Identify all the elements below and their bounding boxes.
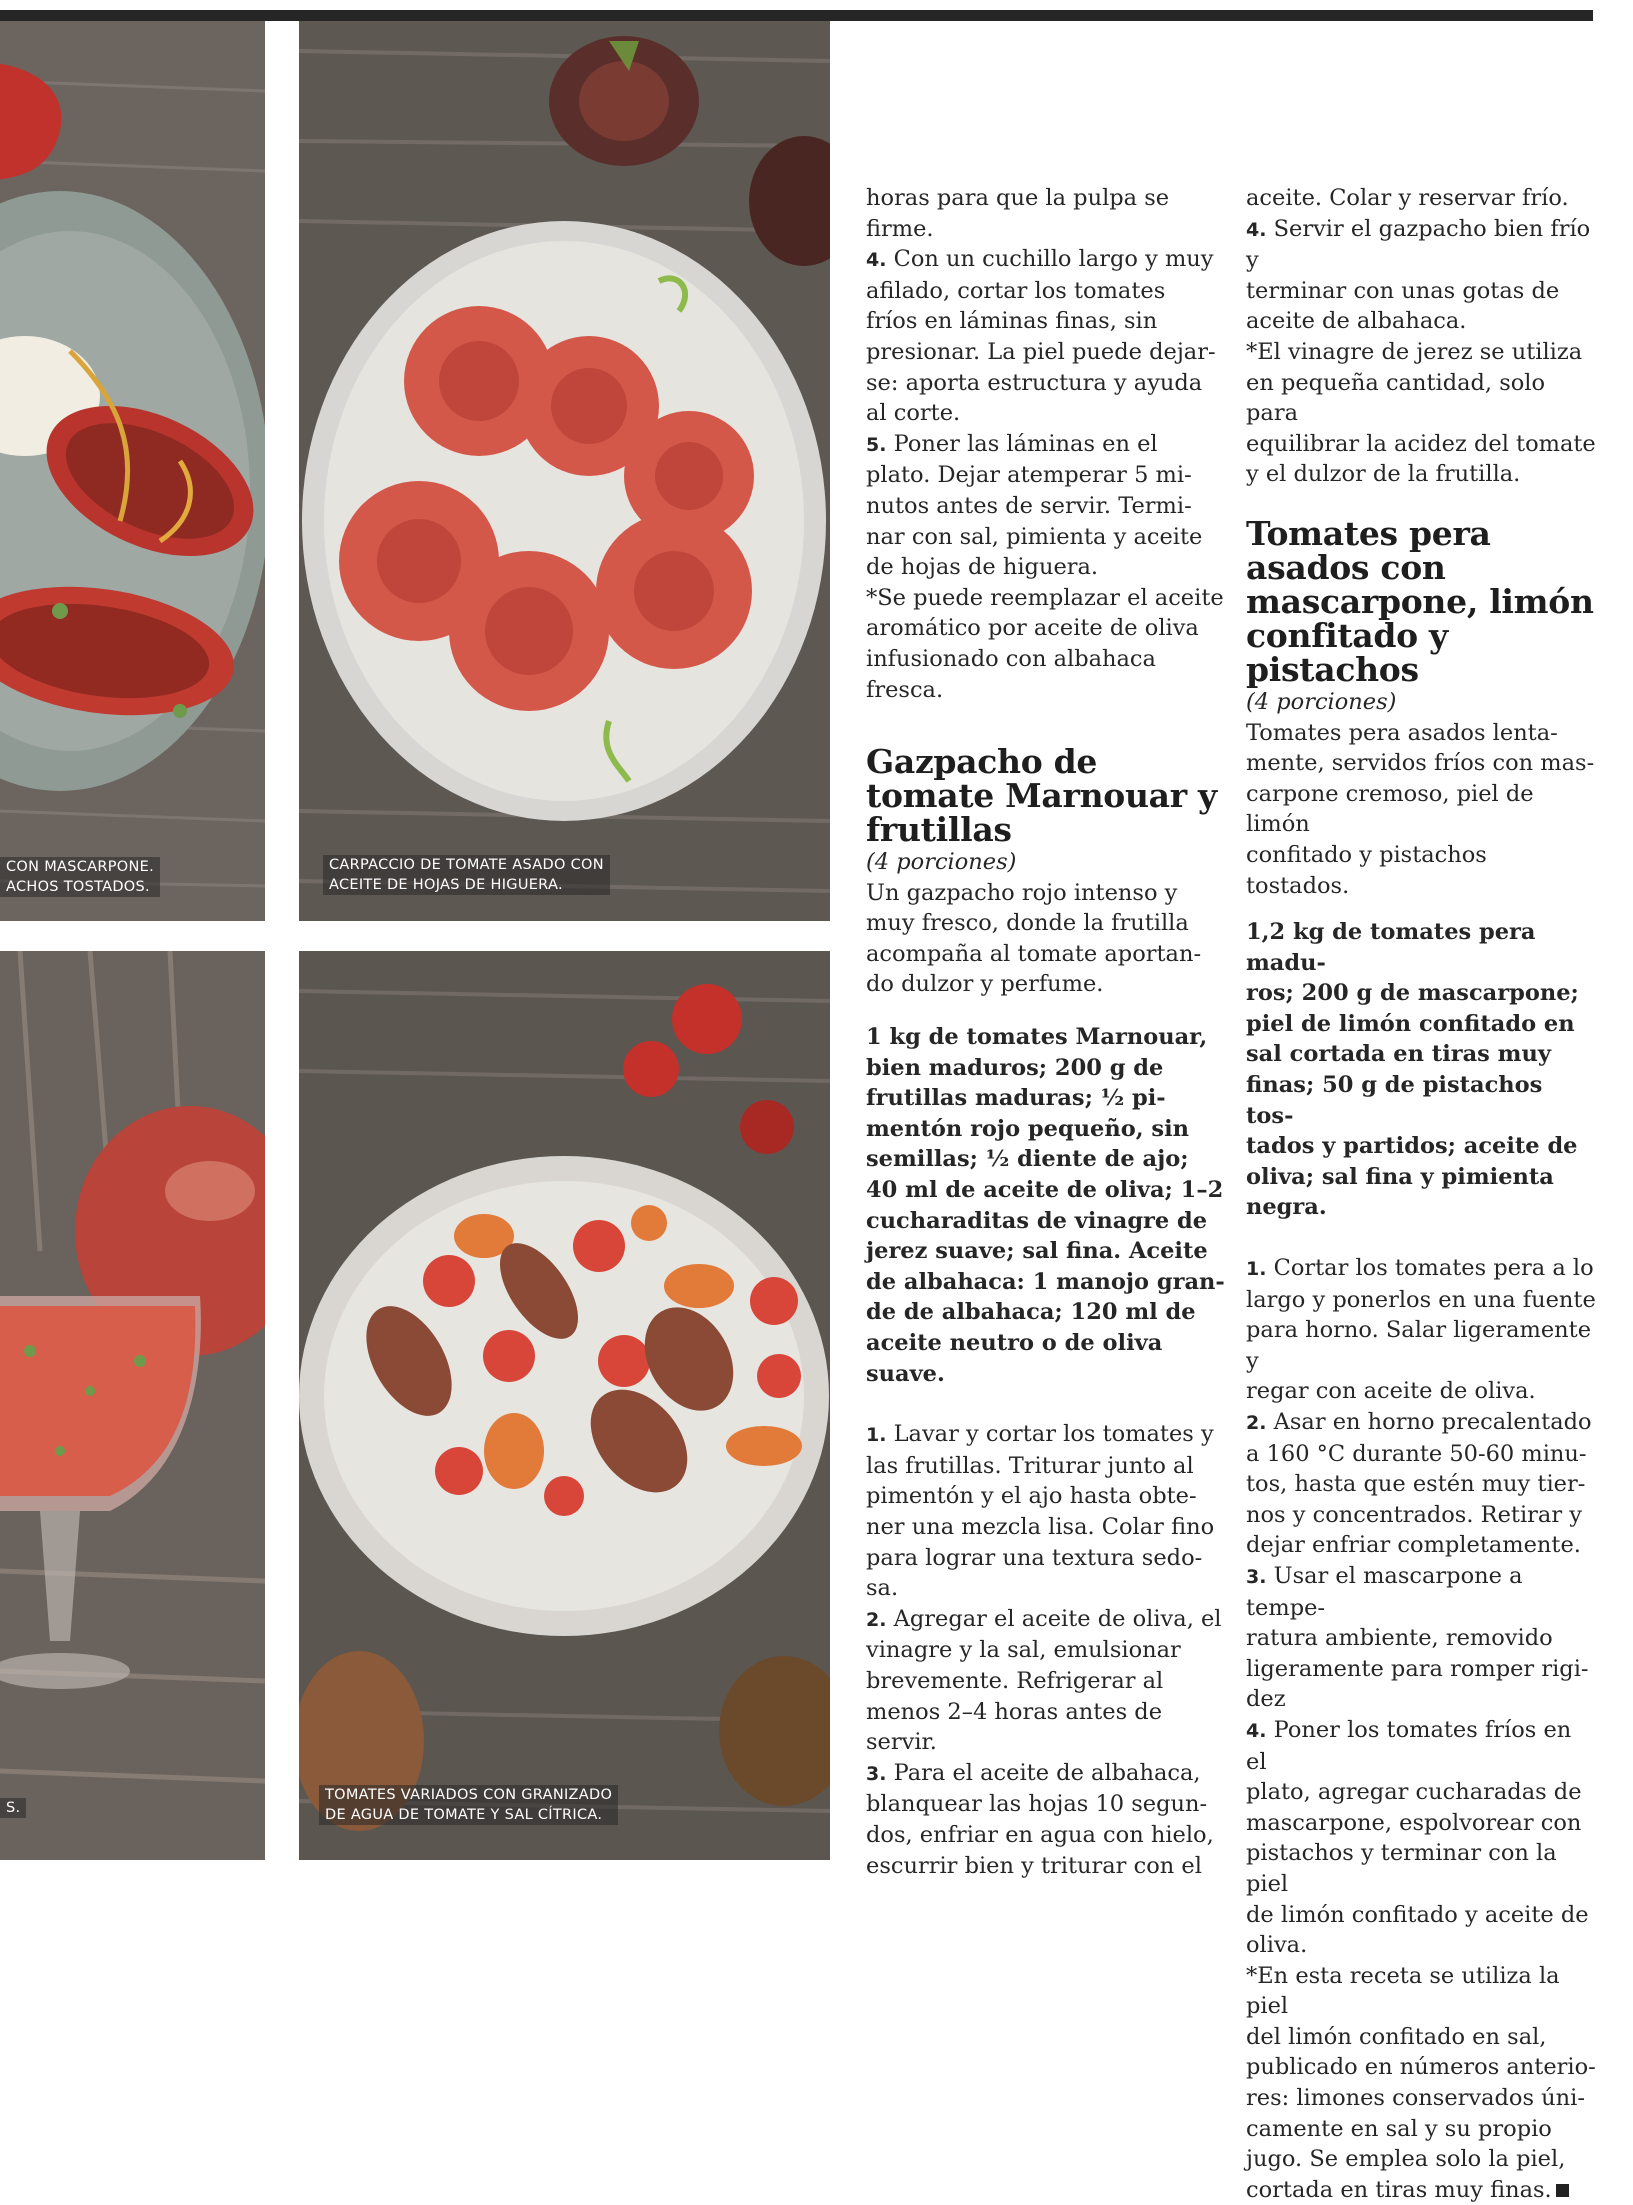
text-line: carpone cremoso, piel de limón	[1246, 780, 1534, 838]
text-line: *Se puede reemplazar el aceite	[866, 584, 1224, 611]
recipe-steps	[1246, 1253, 1596, 2205]
step-number: 5.	[866, 433, 887, 456]
title-line: asados con	[1246, 547, 1446, 587]
text-line: plato, agregar cucharadas de	[1246, 1779, 1582, 1806]
title-line: pistachos	[1246, 649, 1419, 689]
text-line: cucharaditas de vinagre de	[866, 1207, 1208, 1234]
caption-line: CARPACCIO DE TOMATE ASADO CON	[329, 857, 604, 873]
step-number: 1.	[866, 1424, 887, 1447]
text-line: horas para que la pulpa se	[866, 185, 1170, 211]
text-line: sal cortada en tiras muy	[1246, 1041, 1551, 1068]
text-line: negra.	[1246, 1194, 1327, 1221]
text-line: semillas; ½ diente de ajo;	[866, 1146, 1189, 1173]
caption-line: DE AGUA DE TOMATE Y SAL CÍTRICA.	[325, 1807, 603, 1823]
caption-line: CON MASCARPONE.	[6, 859, 155, 875]
text-line: acompaña al tomate aportan-	[866, 940, 1202, 967]
step-number: 3.	[1246, 1565, 1267, 1588]
text-line: fríos en láminas finas, sin	[866, 308, 1158, 335]
text-line: Servir el gazpacho bien frío y	[1246, 215, 1591, 274]
text-line: bien maduros; 200 g de	[866, 1054, 1164, 1081]
text-line: plato. Dejar atemperar 5 mi-	[866, 462, 1192, 489]
text-line: aceite de albahaca.	[1246, 308, 1467, 335]
text-line: terminar con unas gotas de	[1246, 277, 1560, 304]
text-line: suave.	[866, 1360, 945, 1387]
photo-assorted-tomatoes	[299, 951, 830, 1860]
text-line: jugo. Se emplea solo la piel,	[1246, 2146, 1566, 2173]
text-line: sa.	[866, 1575, 899, 1602]
photo1-caption	[0, 857, 160, 897]
step-number: 4.	[1246, 1719, 1267, 1742]
text-line: mente, servidos fríos con mas-	[1246, 750, 1595, 777]
text-line: blanquear las hojas 10 segun-	[866, 1791, 1208, 1818]
text-line: las frutillas. Triturar junto al	[866, 1452, 1194, 1479]
text-line: regar con aceite de oliva.	[1246, 1378, 1536, 1405]
caption-line: ACHOS TOSTADOS.	[6, 879, 150, 895]
recipe-description	[866, 878, 1226, 1000]
text-line: de limón confitado y aceite de	[1246, 1901, 1589, 1928]
text-line: confitado y pistachos tostados.	[1246, 841, 1487, 899]
text-line: aceite. Colar y reservar frío.	[1246, 185, 1569, 211]
photo4-caption	[319, 1785, 618, 1825]
text-line: escurrir bien y triturar con el	[866, 1852, 1202, 1879]
text-line: Con un cuchillo largo y muy	[886, 246, 1214, 273]
title-line: mascarpone, limón	[1246, 581, 1594, 621]
text-line: nar con sal, pimienta y aceite	[866, 523, 1203, 550]
text-column-right	[1246, 183, 1596, 2205]
text-line: dos, enfriar en agua con hielo,	[866, 1821, 1214, 1848]
caption-line: ACEITE DE HOJAS DE HIGUERA.	[329, 877, 563, 893]
text-line: Cortar los tomates pera a lo	[1266, 1255, 1594, 1282]
text-line: camente en sal y su propio	[1246, 2115, 1552, 2142]
text-line: ligeramente para romper rigi-	[1246, 1655, 1589, 1682]
recipe-portions: (4 porciones)	[1246, 688, 1397, 715]
text-line: ratura ambiente, removido	[1246, 1625, 1553, 1652]
text-line: mascarpone, espolvorear con	[1246, 1809, 1582, 1836]
recipe-ingredients	[866, 1022, 1226, 1389]
photo3-caption	[0, 1798, 26, 1818]
caption-line: S.	[6, 1800, 21, 1816]
recipe-description	[1246, 718, 1596, 902]
text-line: equilibrar la acidez del tomate	[1246, 430, 1596, 457]
text-line: se: aporta estructura y ayuda	[866, 369, 1203, 396]
recipe-title-gazpacho	[866, 742, 1226, 850]
text-line: menos 2–4 horas antes de	[866, 1698, 1163, 1725]
text-column-left	[866, 183, 1226, 1881]
step-number: 2.	[1246, 1412, 1267, 1434]
text-line: del limón confitado en sal,	[1246, 2023, 1547, 2050]
text-line: Agregar el aceite de oliva, el	[886, 1605, 1222, 1632]
title-line: Gazpacho de	[866, 742, 1098, 782]
text-line: para horno. Salar ligeramente y	[1246, 1317, 1592, 1374]
step-number: 3.	[866, 1762, 887, 1785]
text-line: pimentón y el ajo hasta obte-	[866, 1483, 1197, 1510]
text-line: pistachos y terminar con la piel	[1246, 1840, 1557, 1897]
text-line: publicado en números anterio-	[1246, 2054, 1596, 2081]
text-line: cortada en tiras muy finas.	[1246, 2176, 1552, 2203]
text-line: infusionado con albahaca	[866, 645, 1156, 672]
recipe-ingredients	[1246, 917, 1596, 1223]
caption-line: TOMATES VARIADOS CON GRANIZADO	[325, 1787, 613, 1803]
title-line: tomate Marnouar y	[866, 776, 1217, 816]
recipe-portions: (4 porciones)	[866, 849, 1017, 876]
photo-roasted-tomatoes	[0, 21, 265, 921]
text-line: 40 ml de aceite de oliva; 1–2	[866, 1177, 1224, 1204]
recipe-title-tomates	[1246, 513, 1596, 689]
text-line: ros; 200 g de mascarpone;	[1246, 980, 1579, 1007]
text-line: de albahaca: 1 manojo gran-	[866, 1268, 1225, 1295]
photo-gazpacho	[0, 951, 265, 1860]
text-line: brevemente. Refrigerar al	[866, 1667, 1164, 1694]
text-line: 1 kg de tomates Marnouar,	[866, 1024, 1208, 1051]
text-line: Para el aceite de albahaca,	[886, 1759, 1201, 1786]
text-line: de hojas de higuera.	[866, 554, 1099, 581]
text-line: Tomates pera asados lenta-	[1246, 719, 1558, 746]
text-line: nos y concentrados. Retirar y	[1246, 1501, 1582, 1528]
text-line: finas; 50 g de pistachos tos-	[1246, 1072, 1543, 1129]
text-line: dez	[1246, 1686, 1286, 1713]
text-line: Poner los tomates fríos en el	[1246, 1716, 1572, 1775]
step-number: 2.	[866, 1608, 887, 1631]
text-line: res: limones conservados úni-	[1246, 2085, 1585, 2112]
text-line: firme.	[866, 215, 934, 242]
text-line: frutillas maduras; ½ pi-	[866, 1085, 1166, 1112]
step-number: 4.	[866, 249, 887, 272]
top-rule	[0, 10, 1593, 21]
recipe-steps	[866, 1419, 1226, 1881]
text-line: presionar. La piel puede dejar-	[866, 338, 1216, 365]
text-line: nutos antes de servir. Termi-	[866, 492, 1192, 519]
text-line: Poner las láminas en el	[886, 430, 1158, 457]
text-line: aceite neutro o de oliva	[866, 1330, 1163, 1356]
text-line: a 160 °C durante 50-60 minu-	[1246, 1440, 1587, 1467]
text-line: do dulzor y perfume.	[866, 971, 1104, 998]
text-line: dejar enfriar completamente.	[1246, 1532, 1581, 1559]
text-line: y el dulzor de la frutilla.	[1246, 461, 1521, 488]
text-line: *El vinagre de jerez se utiliza	[1246, 338, 1583, 365]
step-number: 4.	[1246, 218, 1267, 241]
text-line: Usar el mascarpone a tempe-	[1246, 1562, 1523, 1621]
title-line: frutillas	[866, 810, 1012, 850]
text-line: ner una mezcla lisa. Colar fino	[866, 1513, 1215, 1540]
text-line: fresca.	[866, 676, 944, 703]
text-line: jerez suave; sal fina. Aceite	[866, 1238, 1208, 1265]
text-line: muy fresco, donde la frutilla	[866, 910, 1189, 937]
text-line: oliva; sal fina y pimienta	[1246, 1163, 1554, 1190]
text-line: de de albahaca; 120 ml de	[866, 1299, 1196, 1326]
text-line: Asar en horno precalentado	[1266, 1409, 1592, 1435]
text-line: al corte.	[866, 400, 961, 427]
text-line: vinagre y la sal, emulsionar	[866, 1637, 1181, 1664]
photo2-caption	[323, 855, 610, 895]
text-line: tados y partidos; aceite de	[1246, 1133, 1578, 1160]
continued-paragraph	[866, 183, 1226, 705]
text-line: Lavar y cortar los tomates y	[886, 1421, 1214, 1448]
text-line: servir.	[866, 1729, 937, 1756]
text-line: afilado, cortar los tomates	[866, 277, 1166, 304]
text-line: para lograr una textura sedo-	[866, 1544, 1203, 1571]
text-line: tos, hasta que estén muy tier-	[1246, 1471, 1586, 1498]
text-line: *En esta receta se utiliza la piel	[1246, 1962, 1560, 2020]
title-line: confitado y	[1246, 615, 1448, 655]
text-line: aromático por aceite de oliva	[866, 615, 1199, 642]
text-line: oliva.	[1246, 1932, 1308, 1959]
text-line: largo y ponerlos en una fuente	[1246, 1286, 1596, 1313]
photo-carpaccio	[299, 21, 830, 921]
text-line: 1,2 kg de tomates pera madu-	[1246, 919, 1536, 976]
text-line: mentón rojo pequeño, sin	[866, 1115, 1189, 1142]
text-line: en pequeña cantidad, solo para	[1246, 369, 1546, 427]
continued-paragraph	[1246, 183, 1596, 490]
text-line: Un gazpacho rojo intenso y	[866, 879, 1178, 906]
text-line: piel de limón confitado en	[1246, 1010, 1575, 1037]
title-line: Tomates pera	[1246, 513, 1491, 553]
end-of-article-mark	[1556, 2184, 1569, 2197]
step-number: 1.	[1246, 1258, 1267, 1281]
